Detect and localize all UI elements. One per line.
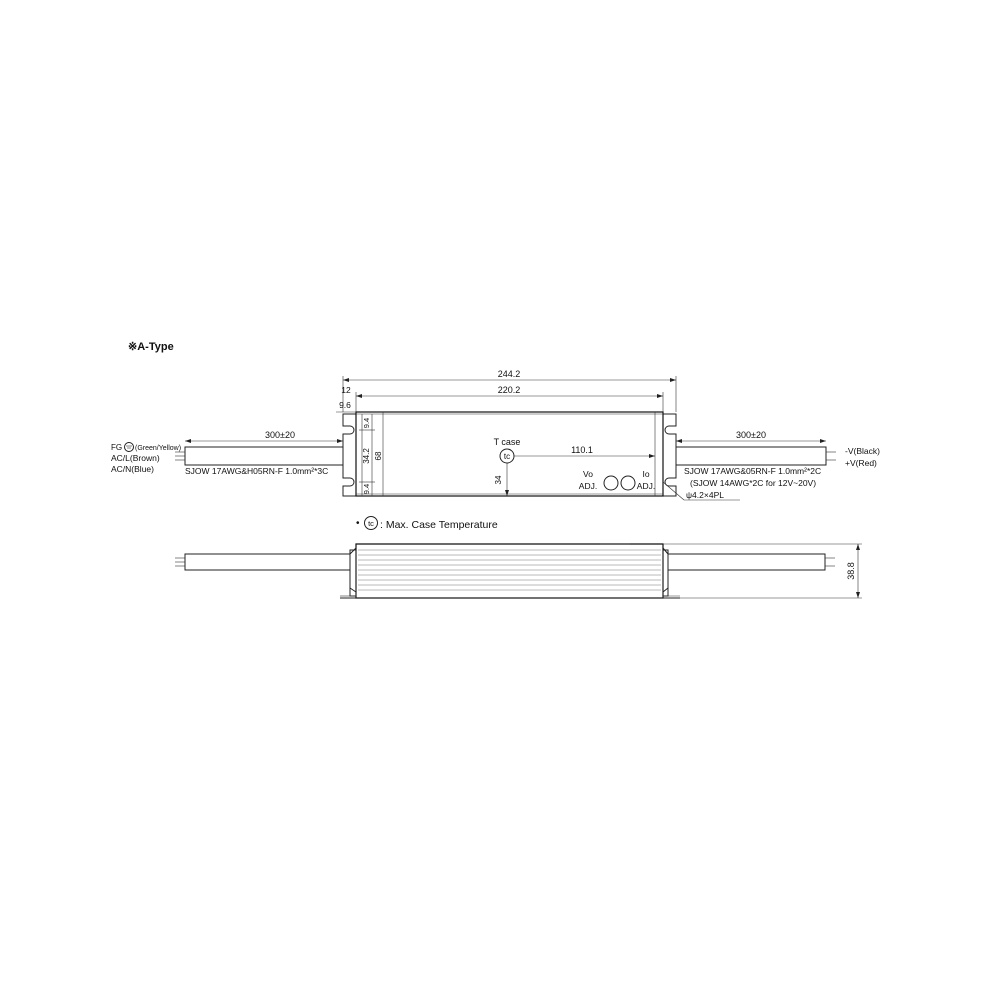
tc-note-symbol: tc [368, 519, 374, 528]
minus-v-label: -V(Black) [845, 446, 880, 456]
left-flange [343, 414, 356, 496]
plus-v-label: +V(Red) [845, 458, 877, 468]
note-bullet: • [356, 518, 360, 529]
dim-body-width: 68 [374, 451, 383, 461]
top-dimensions [336, 369, 676, 412]
input-cable-spec: SJOW 17AWG&H05RN-F 1.0mm²*3C [185, 466, 329, 476]
dim-overall-length: 244.2 [497, 369, 521, 379]
acn-label: AC/N(Blue) [111, 464, 154, 474]
ground-icon [125, 443, 134, 452]
dim-hole-offset: 9.6 [339, 400, 351, 410]
dim-cable-left: 300±20 [265, 430, 295, 440]
fg-label: FG [111, 443, 123, 452]
vo-label: Vo [583, 469, 593, 479]
vo-adj-label: ADJ. [578, 481, 598, 491]
output-wire-labels [663, 446, 880, 500]
acl-label: AC/L(Brown) [111, 453, 160, 463]
input-cable [185, 447, 343, 465]
dim-hole-edge-top: 9.4 [362, 417, 371, 429]
dim-flange-width: 12 [341, 385, 351, 395]
dim-tc-horizontal: 110.1 [571, 445, 593, 455]
dim-hole-spacing: 34.2 [362, 448, 371, 464]
tc-point-symbol: tc [503, 452, 511, 461]
fg-color-label: (Green/Yellow) [135, 445, 182, 452]
dim-cable-right: 300±20 [736, 430, 766, 440]
dim-hole-edge-bottom: 9.4 [362, 483, 371, 495]
io-adj-label: ADJ. [636, 481, 656, 491]
dim-body-length: 220.2 [497, 385, 521, 395]
section-title: ※A-Type [128, 341, 174, 353]
output-cable-spec-2: (SJOW 14AWG*2C for 12V~20V) [690, 478, 817, 488]
dim-height: 38.8 [846, 562, 856, 580]
dim-tc-vertical: 34 [494, 475, 503, 485]
side-view [175, 544, 862, 598]
io-label: Io [642, 469, 650, 479]
tc-note-text: : Max. Case Temperature [380, 519, 498, 531]
input-wire-labels [111, 443, 328, 477]
tcase-label: T case [493, 437, 521, 447]
tc-note [356, 517, 498, 532]
mounting-hole-spec: ψ4.2×4PL [686, 490, 724, 500]
output-cable [676, 447, 826, 465]
output-cable-spec-1: SJOW 17AWG&05RN-F 1.0mm²*2C [684, 466, 822, 476]
